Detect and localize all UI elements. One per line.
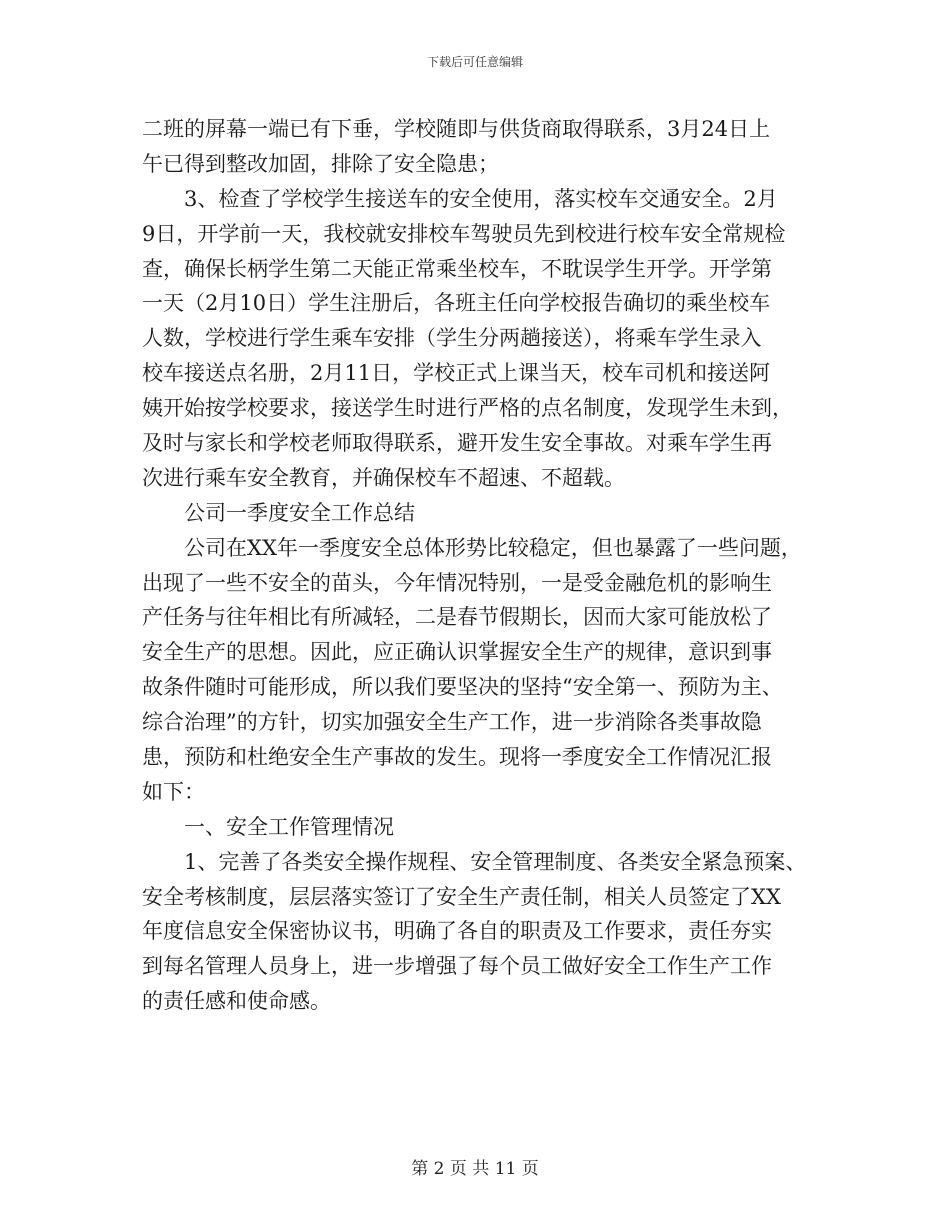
text-line: 出现了一些不安全的苗头，今年情况特别，一是受金融危机的影响生 bbox=[142, 570, 772, 595]
text-line: 产任务与往年相比有所减轻，二是春节假期长，因而大家可能放松了 bbox=[142, 605, 772, 630]
text-line: 到每名管理人员身上，进一步增强了每个员工做好安全工作生产工作 bbox=[142, 954, 772, 979]
text-line: 如下： bbox=[142, 779, 205, 804]
text-line: 次进行乘车安全教育，并确保校车不超速、不超载。 bbox=[142, 465, 625, 490]
text-line: 姨开始按学校要求，接送学生时进行严格的点名制度，发现学生未到， bbox=[142, 396, 793, 421]
text-line: 故条件随时可能形成，所以我们要坚决的坚持“安全第一、预防为主、 bbox=[142, 675, 783, 700]
text-line: 患，预防和杜绝安全生产事故的发生。现将一季度安全工作情况汇报 bbox=[142, 745, 772, 770]
text-line: 午已得到整改加固，排除了安全隐患； bbox=[142, 151, 499, 176]
page-number: 第 2 页 共 11 页 bbox=[411, 1159, 539, 1179]
page-header: 下载后可任意编辑 bbox=[426, 55, 523, 69]
text-line: 公司在XX年一季度安全总体形势比较稳定，但也暴露了一些问题， bbox=[142, 535, 802, 560]
text-line: 安全生产的思想。因此，应正确认识掌握安全生产的规律，意识到事 bbox=[142, 640, 772, 665]
text-line: 及时与家长和学校老师取得联系，避开发生安全事故。对乘车学生再 bbox=[142, 431, 772, 456]
text-line: 人数，学校进行学生乘车安排（学生分两趟接送），将乘车学生录入 bbox=[142, 326, 762, 351]
text-line: 一天（2月10日）学生注册后，各班主任向学校报告确切的乘坐校车 bbox=[142, 291, 771, 316]
section-title: 公司一季度安全工作总结 bbox=[142, 500, 415, 525]
text-line: 9日，开学前一天，我校就安排校车驾驶员先到校进行校车安全常规检 bbox=[142, 221, 786, 246]
text-line: 1、完善了各类安全操作规程、安全管理制度、各类安全紧急预案、 bbox=[142, 849, 807, 874]
text-line: 3、检查了学校学生接送车的安全使用，落实校车交通安全。2月 bbox=[142, 186, 778, 211]
text-line: 综合治理”的方针，切实加强安全生产工作，进一步消除各类事故隐 bbox=[142, 710, 762, 735]
text-line: 安全考核制度，层层落实签订了安全生产责任制，相关人员签定了XX bbox=[142, 884, 781, 909]
section-heading: 一、安全工作管理情况 bbox=[142, 814, 394, 839]
text-line: 年度信息安全保密协议书，明确了各自的职责及工作要求，责任夯实 bbox=[142, 919, 772, 944]
text-line: 校车接送点名册，2月11日，学校正式上课当天，校车司机和接送阿 bbox=[142, 361, 771, 386]
text-line: 的责任感和使命感。 bbox=[142, 989, 331, 1014]
text-line: 查，确保长柄学生第二天能正常乘坐校车，不耽误学生开学。开学第 bbox=[142, 256, 772, 281]
document-body bbox=[142, 112, 822, 1019]
text-line: 二班的屏幕一端已有下垂，学校随即与供货商取得联系，3月24日上 bbox=[142, 117, 771, 141]
